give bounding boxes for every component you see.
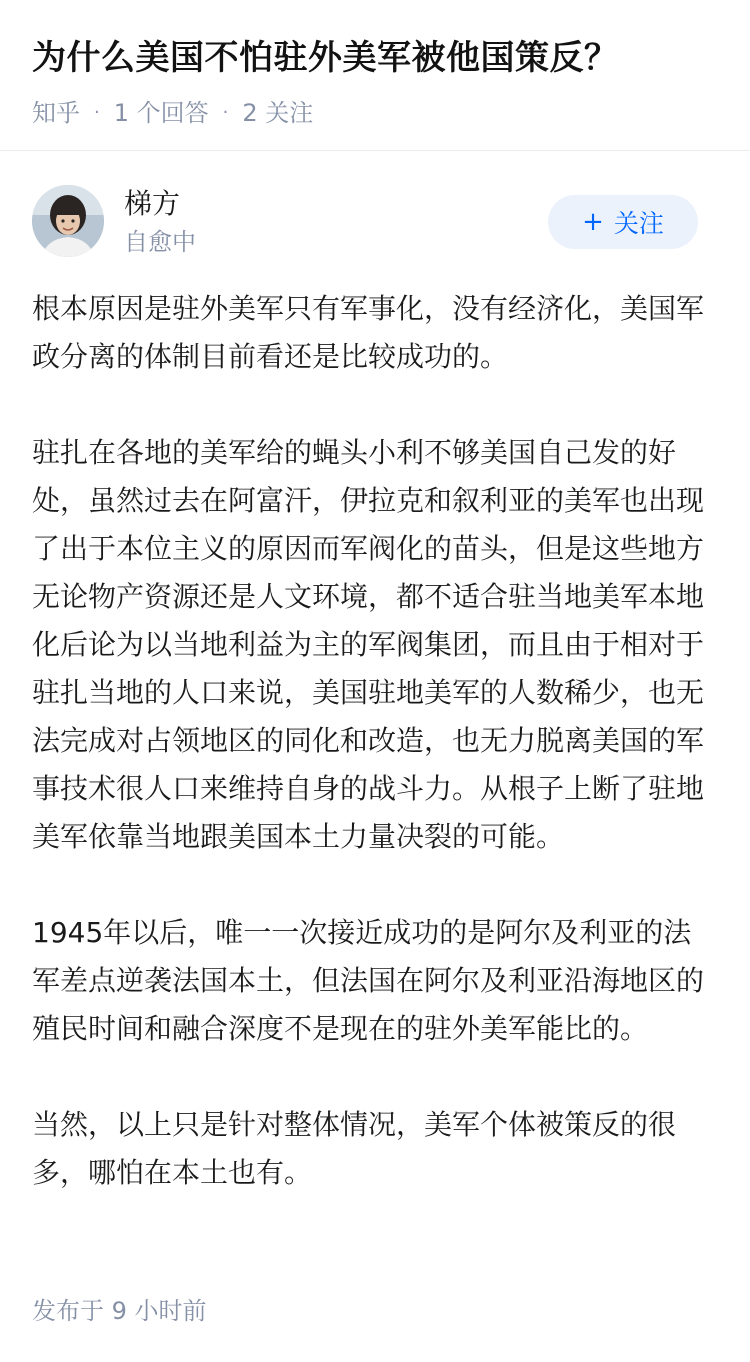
author-name[interactable]: 梯方 xyxy=(124,187,181,220)
question-header xyxy=(0,0,750,151)
follow-button[interactable] xyxy=(548,195,698,249)
separator-dot: · xyxy=(94,102,100,123)
answer-paragraph: 根本原因是驻外美军只有军事化，没有经济化，美国军政分离的体制目前看还是比较成功的。 xyxy=(32,292,705,373)
answer-body xyxy=(0,285,750,1197)
question-meta xyxy=(32,96,718,130)
publish-time: 发布于 9 小时前 xyxy=(32,1297,207,1325)
follower-count[interactable]: 2 关注 xyxy=(242,99,314,127)
follow-label: 关注 xyxy=(613,209,664,238)
avatar[interactable] xyxy=(32,185,104,257)
plus-icon: + xyxy=(582,207,604,237)
avatar-image xyxy=(32,185,104,257)
author-info xyxy=(124,185,196,259)
source-label[interactable]: 知乎 xyxy=(32,99,80,127)
answer-count[interactable]: 1 个回答 xyxy=(113,99,209,127)
answer-paragraph: 1945年以后，唯一一次接近成功的是阿尔及利亚的法军差点逆袭法国本土，但法国在阿尔及利亚沿海地区的殖民时间和融合深度不是现在的驻外美军能比的。 xyxy=(32,916,705,1045)
answer-paragraph: 当然，以上只是针对整体情况，美军个体被策反的很多，哪怕在本土也有。 xyxy=(32,1108,677,1189)
author-row xyxy=(0,151,750,285)
separator-dot: · xyxy=(222,102,229,123)
question-title[interactable]: 为什么美国不怕驻外美军被他国策反？ xyxy=(32,38,619,78)
answer-paragraph: 驻扎在各地的美军给的蝇头小利不够美国自己发的好处，虽然过去在阿富汗，伊拉克和叙利亚的美军也出现了出于本位主义的原因而军阀化的苗头，但是这些地方无论物产资源还是人文环境，都不适合驻当地美军本地化后论为以当地利益为主的军阀集团，而且由于相对于驻扎当地的人口来说，美国驻地美军的人数稀少，也无法完成对占领地区的同化和改造，也无力脱离美国的军事技术很人口来维持自身的战斗力。从根子上断了驻地美军依靠当地跟美国本土力量决裂的可能。 xyxy=(32,436,705,853)
author-headline: 自愈中 xyxy=(124,228,196,256)
